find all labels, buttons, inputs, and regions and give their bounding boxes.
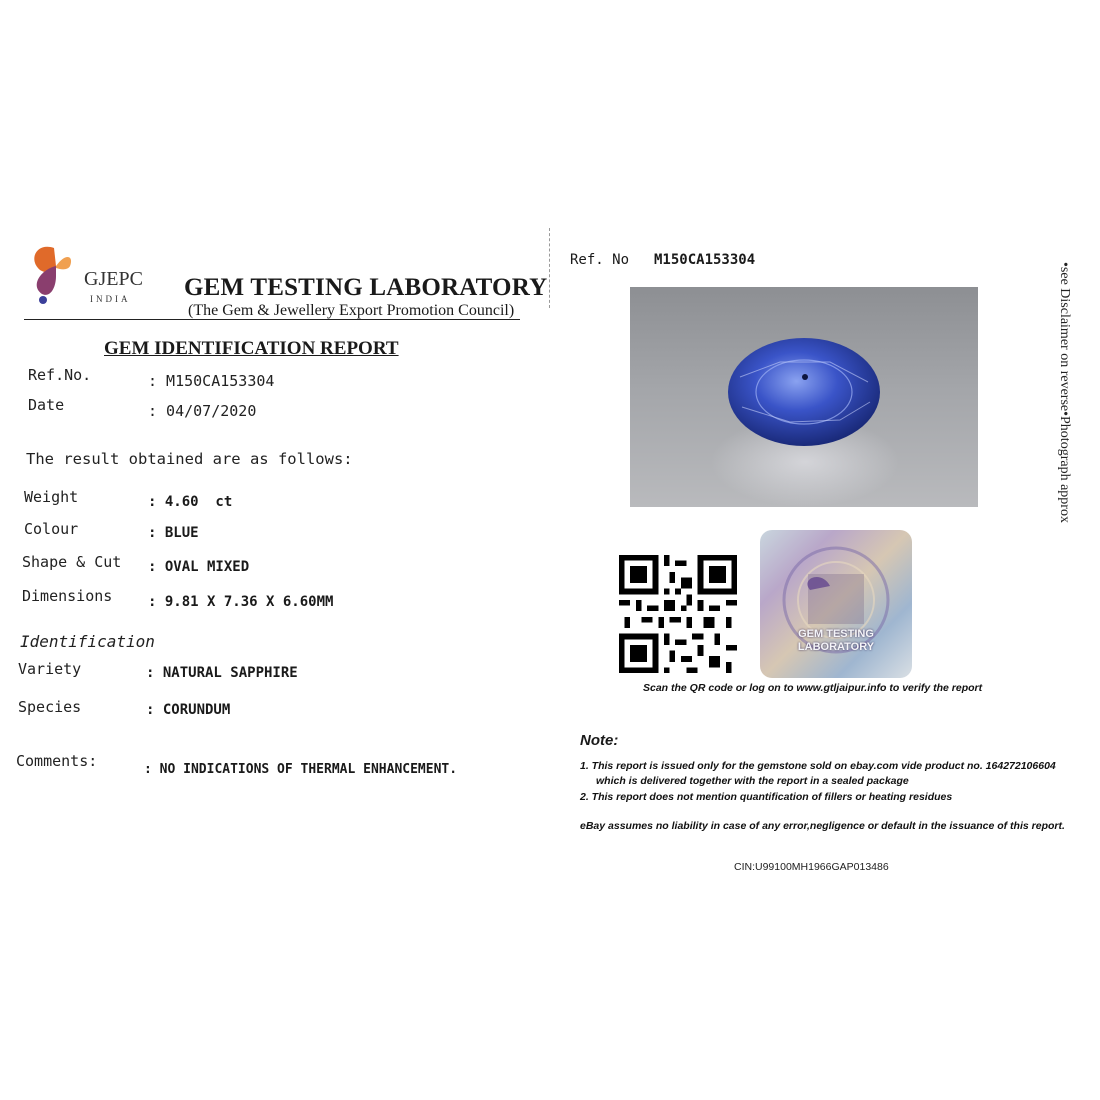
comments-value: : NO INDICATIONS OF THERMAL ENHANCEMENT.	[144, 762, 458, 777]
shape-label: Shape & Cut	[22, 553, 122, 571]
note-2: 2. This report does not mention quantification of fillers or heating residues	[580, 791, 953, 803]
gjepc-logo	[26, 240, 176, 310]
logo-sub: INDIA	[90, 294, 131, 304]
lab-subtitle: (The Gem & Jewellery Export Promotion Council)	[188, 302, 515, 319]
note-1b: which is delivered together with the report in a sealed package	[596, 775, 909, 787]
weight-value: : 4.60 ct	[148, 494, 233, 510]
hologram-line2: LABORATORY	[797, 641, 875, 653]
identification-heading: Identification	[20, 632, 155, 651]
gemstone-photo	[630, 287, 978, 507]
vertical-disclaimer: •see Disclaimer on reverse•Photograph approx	[1057, 262, 1072, 523]
logo-name: GJEPC	[84, 268, 143, 290]
lab-title: GEM TESTING LABORATORY	[184, 274, 548, 301]
colour-label: Colour	[24, 520, 79, 538]
colour-value: : BLUE	[148, 525, 199, 541]
comments-label: Comments:	[16, 752, 98, 770]
species-label: Species	[18, 698, 82, 716]
shape-value: : OVAL MIXED	[148, 559, 250, 575]
dimensions-label: Dimensions	[22, 587, 113, 605]
hologram-line1: GEM TESTING	[798, 628, 874, 640]
hologram-pattern-icon	[760, 530, 912, 678]
qr-code-icon[interactable]	[618, 555, 738, 673]
cin-number: CIN:U99100MH1966GAP013486	[734, 861, 889, 873]
report-title: GEM IDENTIFICATION REPORT	[104, 338, 399, 359]
header-rule	[24, 319, 520, 320]
species-value: : CORUNDUM	[146, 702, 231, 718]
oval-sapphire-icon	[630, 287, 978, 507]
variety-value: : NATURAL SAPPHIRE	[146, 665, 298, 681]
dimensions-value: : 9.81 X 7.36 X 6.60MM	[148, 594, 334, 610]
center-divider	[549, 228, 550, 308]
result-line: The result obtained are as follows:	[26, 450, 353, 468]
weight-label: Weight	[24, 488, 79, 506]
butterfly-logo-icon	[26, 240, 86, 306]
ref-label: Ref.No.	[28, 366, 92, 384]
hologram-seal	[760, 530, 912, 678]
ref-value: : M150CA153304	[148, 372, 275, 390]
variety-label: Variety	[18, 660, 82, 678]
note-3: eBay assumes no liability in case of any error,negligence or default in the issuance of this report.	[580, 820, 1065, 832]
right-ref-label: Ref. No	[570, 252, 630, 268]
note-1a: 1. This report is issued only for the gemstone sold on ebay.com vide product no. 164272106604	[580, 760, 1056, 772]
date-value: : 04/07/2020	[148, 402, 257, 420]
scan-instructions: Scan the QR code or log on to www.gtljaipur.info to verify the report	[643, 682, 983, 694]
right-ref-value: M150CA153304	[654, 252, 756, 268]
note-title: Note:	[580, 732, 619, 749]
date-label: Date	[28, 396, 65, 414]
